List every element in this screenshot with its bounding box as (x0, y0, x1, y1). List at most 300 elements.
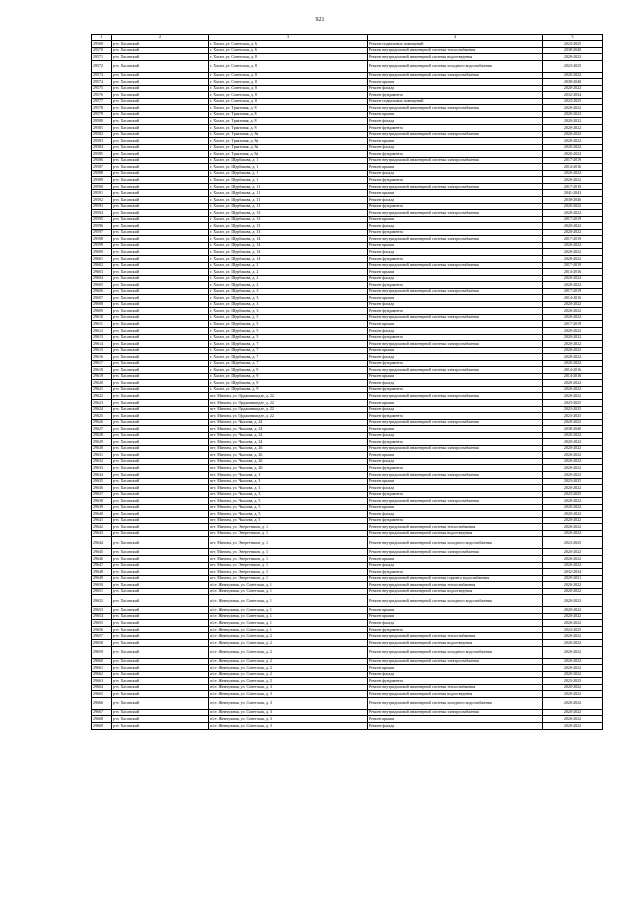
period-cell: 2020-2022 (543, 722, 603, 729)
work-type-cell: Ремонт внутридомовой инженерной системы водоотведения (368, 691, 543, 698)
address-cell: г. Хасан, ул. Трактовая, д. 8 (209, 105, 368, 112)
work-type-cell: Ремонт крыши (368, 138, 543, 145)
row-number: 29653 (92, 607, 112, 614)
district-cell: р-н. Хасанский (112, 203, 209, 210)
address-cell: пгт. Мангам, ул. Чкалова, д. 3 (209, 478, 368, 485)
period-cell: 2020-2022 (543, 282, 603, 289)
row-number: 29591 (92, 190, 112, 197)
row-number: 29612 (92, 327, 112, 334)
work-type-cell: Ремонт крыши (368, 716, 543, 723)
row-number: 29623 (92, 399, 112, 406)
row-number: 29651 (92, 588, 112, 595)
period-cell: 2032-2034 (543, 92, 603, 99)
work-type-cell: Ремонт фасада (368, 562, 543, 569)
period-cell: 2020-2022 (543, 72, 603, 79)
work-type-cell: Ремонт крыши (368, 478, 543, 485)
work-type-cell: Ремонт внутридомовой инженерной системы электроснабжения (368, 393, 543, 400)
row-number: 29667 (92, 709, 112, 716)
address-cell: пгт. Мангам, ул. Чкалова, д. 24 (209, 419, 368, 426)
district-cell: р-н. Хасанский (112, 439, 209, 446)
district-cell: р-н. Хасанский (112, 47, 209, 54)
work-type-cell: Ремонт внутридомовой инженерной системы электроснабжения (368, 367, 543, 374)
period-cell: 2020-2022 (543, 341, 603, 348)
row-number: 29608 (92, 301, 112, 308)
district-cell: р-н. Хасанский (112, 646, 209, 658)
address-cell: пгт. Мангам, ул. Энергетиков, д. 1 (209, 524, 368, 531)
district-cell: р-н. Хасанский (112, 665, 209, 672)
work-type-cell: Ремонт фундамента (368, 334, 543, 341)
row-number: 29582 (92, 131, 112, 138)
address-cell: п/ст. Жемчужная, ул. Советская, д. 2 (209, 665, 368, 672)
address-cell: пгт. Мангам, ул. Чкалова, д. 26 (209, 465, 368, 472)
period-cell: 2014-2016 (543, 269, 603, 276)
address-cell: г. Хасан, ул. Щербакова, д. 3 (209, 308, 368, 315)
address-cell: г. Хасан, ул. Щербакова, д. 11 (209, 203, 368, 210)
district-cell: р-н. Хасанский (112, 282, 209, 289)
district-cell: р-н. Хасанский (112, 478, 209, 485)
work-type-cell: Ремонт крыши (368, 504, 543, 511)
district-cell: р-н. Хасанский (112, 105, 209, 112)
row-number: 29652 (92, 595, 112, 607)
district-cell: р-н. Хасанский (112, 229, 209, 236)
row-number: 29592 (92, 197, 112, 204)
period-cell: 2020-2022 (543, 684, 603, 691)
period-cell: 2020-2022 (543, 646, 603, 658)
work-type-cell: Ремонт крыши (368, 79, 543, 86)
address-cell: пгт. Мангам, ул. Чкалова, д. 26 (209, 452, 368, 459)
period-cell: 2020-2022 (543, 177, 603, 184)
row-number: 29637 (92, 491, 112, 498)
period-cell: 2020-2022 (543, 275, 603, 282)
address-cell: г. Хасан, ул. Щербакова, д. 11 (209, 197, 368, 204)
address-cell: г. Хасан, ул. Щербакова, д. 13 (209, 223, 368, 230)
district-cell: р-н. Хасанский (112, 111, 209, 118)
district-cell: р-н. Хасанский (112, 79, 209, 86)
work-type-cell: Ремонт фасада (368, 144, 543, 151)
address-cell: пгт. Мангам, ул. Чкалова, д. 24 (209, 432, 368, 439)
work-type-cell: Ремонт внутридомовой инженерной системы холодного водоснабжения (368, 537, 543, 549)
address-cell: п/ст. Жемчужная, ул. Советская, д. 1 (209, 582, 368, 589)
work-type-cell: Ремонт внутридомовой инженерной системы водоотведения (368, 588, 543, 595)
period-cell: 2020-2022 (543, 439, 603, 446)
row-number: 29669 (92, 722, 112, 729)
row-number: 29595 (92, 216, 112, 223)
row-number: 29596 (92, 223, 112, 230)
period-cell: 2014-2016 (543, 373, 603, 380)
period-cell: 2020-2022 (543, 633, 603, 640)
period-cell: 2020-2022 (543, 458, 603, 465)
district-cell: р-н. Хасанский (112, 210, 209, 217)
row-number: 29655 (92, 620, 112, 627)
work-type-cell: Ремонт внутридомовой инженерной системы теплоснабжения (368, 47, 543, 54)
period-cell: 2020-2022 (543, 588, 603, 595)
period-cell: 2023-2025 (543, 60, 603, 72)
work-type-cell: Ремонт внутридомовой инженерной системы электроснабжения (368, 709, 543, 716)
address-cell: пгт. Мангам, ул. Чкалова, д. 3 (209, 472, 368, 479)
row-number: 29662 (92, 671, 112, 678)
table-body (92, 41, 603, 730)
period-cell: 2020-2022 (543, 620, 603, 627)
row-number: 29601 (92, 255, 112, 262)
period-cell: 2020-2022 (543, 301, 603, 308)
district-cell: р-н. Хасанский (112, 445, 209, 452)
period-cell: 2038-2040 (543, 197, 603, 204)
period-cell: 2023-2025 (543, 478, 603, 485)
row-number: 29641 (92, 517, 112, 524)
address-cell: г. Хасан, ул. Трактовая, д. 8а (209, 144, 368, 151)
work-type-cell: Ремонт фасада (368, 85, 543, 92)
work-type-cell: Ремонт фундамента (368, 439, 543, 446)
period-cell: 2020-2022 (543, 607, 603, 614)
row-number: 29643 (92, 530, 112, 537)
row-number: 29619 (92, 373, 112, 380)
row-number: 29604 (92, 275, 112, 282)
period-cell: 2041-2043 (543, 190, 603, 197)
row-number: 29594 (92, 210, 112, 217)
district-cell: р-н. Хасанский (112, 556, 209, 563)
period-cell: 2020-2022 (543, 419, 603, 426)
district-cell: р-н. Хасанский (112, 524, 209, 531)
row-number: 29665 (92, 691, 112, 698)
address-cell: г. Хасан, ул. Щербакова, д. 13 (209, 210, 368, 217)
address-cell: пгт. Мангам, ул. Чкалова, д. 24 (209, 439, 368, 446)
address-cell: г. Хасан, ул. Щербакова, д. 1 (209, 170, 368, 177)
address-cell: г. Хасан, ул. Щербакова, д. 7 (209, 354, 368, 361)
district-cell: р-н. Хасанский (112, 658, 209, 665)
district-cell: р-н. Хасанский (112, 347, 209, 354)
row-number: 29636 (92, 485, 112, 492)
period-cell: 2023-2025 (543, 399, 603, 406)
address-cell: г. Хасан, ул. Советская, д. 6 (209, 41, 368, 48)
district-cell: р-н. Хасанский (112, 223, 209, 230)
row-number: 29632 (92, 458, 112, 465)
period-cell: 2020-2022 (543, 249, 603, 256)
district-cell: р-н. Хасанский (112, 452, 209, 459)
work-type-cell: Ремонт внутридомовой инженерной системы электроснабжения (368, 183, 543, 190)
address-cell: г. Хасан, ул. Щербакова, д. 5 (209, 321, 368, 328)
row-number: 29573 (92, 72, 112, 79)
work-type-cell: Ремонт крыши (368, 373, 543, 380)
district-cell: р-н. Хасанский (112, 301, 209, 308)
work-type-cell: Ремонт фундамента (368, 282, 543, 289)
period-cell: 2020-2022 (543, 530, 603, 537)
row-number: 29627 (92, 426, 112, 433)
period-cell: 2020-2022 (543, 671, 603, 678)
period-cell: 2020-2022 (543, 582, 603, 589)
row-number: 29639 (92, 504, 112, 511)
address-cell: г. Хасан, ул. Щербакова, д. 2 (209, 262, 368, 269)
row-number: 29631 (92, 452, 112, 459)
district-cell: р-н. Хасанский (112, 157, 209, 164)
district-cell: р-н. Хасанский (112, 588, 209, 595)
column-header: 2 (112, 35, 209, 41)
row-number: 29663 (92, 678, 112, 685)
period-cell: 2020-2022 (543, 386, 603, 393)
row-number: 29602 (92, 262, 112, 269)
district-cell: р-н. Хасанский (112, 327, 209, 334)
row-number: 29593 (92, 203, 112, 210)
work-type-cell: Ремонт внутридомовой инженерной системы теплоснабжения (368, 582, 543, 589)
work-type-cell: Ремонт крыши (368, 242, 543, 249)
row-number: 29580 (92, 118, 112, 125)
address-cell: пгт. Мангам, ул. Орджоникидзе, д. 22 (209, 406, 368, 413)
row-number: 29633 (92, 465, 112, 472)
address-cell: г. Хасан, ул. Советская, д. 8 (209, 92, 368, 99)
work-type-cell: Ремонт фундамента (368, 203, 543, 210)
work-type-cell: Ремонт фундамента (368, 413, 543, 420)
district-cell: р-н. Хасанский (112, 72, 209, 79)
row-number: 29630 (92, 445, 112, 452)
work-type-cell: Ремонт фасада (368, 118, 543, 125)
work-type-cell: Ремонт фундамента (368, 125, 543, 132)
period-cell: 2023-2025 (543, 537, 603, 549)
row-number: 29640 (92, 511, 112, 518)
district-cell: р-н. Хасанский (112, 125, 209, 132)
work-type-cell: Ремонт фасада (368, 620, 543, 627)
district-cell: р-н. Хасанский (112, 640, 209, 647)
period-cell: 2038-2040 (543, 47, 603, 54)
row-number: 29642 (92, 524, 112, 531)
work-type-cell: Ремонт внутридомовой инженерной системы электроснабжения (368, 314, 543, 321)
row-number: 29660 (92, 658, 112, 665)
district-cell: р-н. Хасанский (112, 295, 209, 302)
address-cell: г. Хасан, ул. Щербакова, д. 9 (209, 367, 368, 374)
district-cell: р-н. Хасанский (112, 334, 209, 341)
period-cell: 2020-2022 (543, 118, 603, 125)
district-cell: р-н. Хасанский (112, 164, 209, 171)
work-type-cell: Ремонт фундамента (368, 151, 543, 158)
address-cell: г. Хасан, ул. Щербакова, д. 11 (209, 190, 368, 197)
district-cell: р-н. Хасанский (112, 530, 209, 537)
district-cell: р-н. Хасанский (112, 144, 209, 151)
district-cell: р-н. Хасанский (112, 671, 209, 678)
address-cell: г. Хасан, ул. Щербакова, д. 7 (209, 360, 368, 367)
work-type-cell: Ремонт крыши (368, 347, 543, 354)
address-cell: г. Хасан, ул. Щербакова, д. 9 (209, 380, 368, 387)
row-number: 29583 (92, 138, 112, 145)
row-number: 29614 (92, 341, 112, 348)
work-type-cell: Ремонт фундамента (368, 465, 543, 472)
period-cell: 2020-2022 (543, 485, 603, 492)
row-number: 29603 (92, 269, 112, 276)
row-number: 29638 (92, 498, 112, 505)
period-cell: 2020-2022 (543, 54, 603, 61)
period-cell: 2023-2025 (543, 678, 603, 685)
district-cell: р-н. Хасанский (112, 393, 209, 400)
address-cell: г. Хасан, ул. Трактовая, д. 8 (209, 125, 368, 132)
district-cell: р-н. Хасанский (112, 626, 209, 633)
address-cell: п/ст. Жемчужная, ул. Советская, д. 3 (209, 684, 368, 691)
period-cell: 2020-2022 (543, 613, 603, 620)
work-type-cell: Ремонт внутридомовой инженерной системы электроснабжения (368, 288, 543, 295)
work-type-cell: Ремонт фасада (368, 722, 543, 729)
address-cell: пгт. Мангам, ул. Энергетиков, д. 1 (209, 575, 368, 582)
address-cell: пгт. Мангам, ул. Чкалова, д. 3 (209, 491, 368, 498)
period-cell: 2020-2022 (543, 658, 603, 665)
work-type-cell: Ремонт крыши (368, 426, 543, 433)
address-cell: г. Хасан, ул. Щербакова, д. 9 (209, 373, 368, 380)
district-cell: р-н. Хасанский (112, 537, 209, 549)
period-cell: 2014-2016 (543, 367, 603, 374)
row-number: 29644 (92, 537, 112, 549)
repair-schedule-table (91, 34, 603, 730)
district-cell: р-н. Хасанский (112, 341, 209, 348)
row-number: 29578 (92, 105, 112, 112)
work-type-cell: Ремонт внутридомовой инженерной системы электроснабжения (368, 210, 543, 217)
table-row (92, 60, 603, 72)
row-number: 29620 (92, 380, 112, 387)
district-cell: р-н. Хасанский (112, 249, 209, 256)
period-cell: 2017-2019 (543, 157, 603, 164)
row-number: 29645 (92, 549, 112, 556)
period-cell: 2020-2022 (543, 517, 603, 524)
row-number: 29613 (92, 334, 112, 341)
column-header: 5 (543, 35, 603, 41)
period-cell: 2020-2022 (543, 709, 603, 716)
row-number: 29625 (92, 413, 112, 420)
address-cell: г. Хасан, ул. Щербакова, д. 2 (209, 269, 368, 276)
work-type-cell: Ремонт фундамента (368, 177, 543, 184)
work-type-cell: Ремонт внутридомовой инженерной системы холодного водоснабжения (368, 697, 543, 709)
row-number: 29597 (92, 229, 112, 236)
period-cell: 2020-2022 (543, 85, 603, 92)
district-cell: р-н. Хасанский (112, 98, 209, 105)
work-type-cell: Ремонт внутридомовой инженерной системы электроснабжения (368, 498, 543, 505)
row-number: 29618 (92, 367, 112, 374)
address-cell: пгт. Мангам, ул. Чкалова, д. 26 (209, 458, 368, 465)
period-cell: 2020-2022 (543, 308, 603, 315)
row-number: 29590 (92, 183, 112, 190)
address-cell: г. Хасан, ул. Щербакова, д. 5 (209, 314, 368, 321)
work-type-cell: Ремонт фасада (368, 671, 543, 678)
address-cell: г. Хасан, ул. Советская, д. 8 (209, 98, 368, 105)
work-type-cell: Ремонт фундамента (368, 386, 543, 393)
address-cell: г. Хасан, ул. Советская, д. 8 (209, 79, 368, 86)
work-type-cell: Ремонт внутридомовой инженерной системы электроснабжения (368, 157, 543, 164)
column-header: 4 (368, 35, 543, 41)
work-type-cell: Ремонт фасада (368, 327, 543, 334)
address-cell: г. Хасан, ул. Трактовая, д. 8 (209, 111, 368, 118)
period-cell: 2017-2019 (543, 288, 603, 295)
row-number: 29581 (92, 125, 112, 132)
row-number: 29589 (92, 177, 112, 184)
district-cell: р-н. Хасанский (112, 582, 209, 589)
district-cell: р-н. Хасанский (112, 684, 209, 691)
work-type-cell: Ремонт крыши (368, 665, 543, 672)
address-cell: п/ст. Жемчужная, ул. Советская, д. 1 (209, 626, 368, 633)
district-cell: р-н. Хасанский (112, 697, 209, 709)
work-type-cell: Ремонт крыши (368, 452, 543, 459)
district-cell: р-н. Хасанский (112, 360, 209, 367)
row-number: 29607 (92, 295, 112, 302)
address-cell: пгт. Мангам, ул. Чкалова, д. 24 (209, 426, 368, 433)
work-type-cell: Ремонт фундамента (368, 308, 543, 315)
address-cell: г. Хасан, ул. Советская, д. 8 (209, 60, 368, 72)
row-number: 29588 (92, 170, 112, 177)
row-number: 29629 (92, 439, 112, 446)
work-type-cell: Ремонт фундамента (368, 626, 543, 633)
period-cell: 2020-2022 (543, 125, 603, 132)
period-cell: 2020-2022 (543, 716, 603, 723)
period-cell: 2020-2022 (543, 255, 603, 262)
work-type-cell: Ремонт фасада (368, 511, 543, 518)
district-cell: р-н. Хасанский (112, 92, 209, 99)
period-cell: 2023-2025 (543, 41, 603, 48)
period-cell: 2020-2022 (543, 210, 603, 217)
work-type-cell: Ремонт подвальных помещений (368, 41, 543, 48)
work-type-cell: Ремонт внутридомовой инженерной системы холодного водоснабжения (368, 60, 543, 72)
district-cell: р-н. Хасанский (112, 118, 209, 125)
period-cell: 2020-2022 (543, 697, 603, 709)
address-cell: п/ст. Жемчужная, ул. Советская, д. 3 (209, 697, 368, 709)
work-type-cell: Ремонт внутридомовой инженерной системы электроснабжения (368, 105, 543, 112)
district-cell: р-н. Хасанский (112, 504, 209, 511)
address-cell: г. Хасан, ул. Щербакова, д. 1 (209, 157, 368, 164)
period-cell: 2023-2025 (543, 406, 603, 413)
district-cell: р-н. Хасанский (112, 85, 209, 92)
district-cell: р-н. Хасанский (112, 458, 209, 465)
row-number: 29609 (92, 308, 112, 315)
row-number: 29628 (92, 432, 112, 439)
district-cell: р-н. Хасанский (112, 308, 209, 315)
period-cell: 2020-2022 (543, 465, 603, 472)
period-cell: 2020-2022 (543, 347, 603, 354)
district-cell: р-н. Хасанский (112, 321, 209, 328)
period-cell: 2020-2022 (543, 504, 603, 511)
address-cell: пгт. Мангам, ул. Орджоникидзе, д. 22 (209, 413, 368, 420)
period-cell: 2023-2025 (543, 626, 603, 633)
row-number: 29575 (92, 85, 112, 92)
column-header: 1 (92, 35, 112, 41)
address-cell: п/ст. Жемчужная, ул. Советская, д. 2 (209, 640, 368, 647)
district-cell: р-н. Хасанский (112, 722, 209, 729)
work-type-cell: Ремонт внутридомовой инженерной системы теплоснабжения (368, 684, 543, 691)
work-type-cell: Ремонт внутридомовой инженерной системы электроснабжения (368, 472, 543, 479)
work-type-cell: Ремонт внутридомовой инженерной системы водоотведения (368, 640, 543, 647)
address-cell: пгт. Мангам, ул. Чкалова, д. 3 (209, 485, 368, 492)
district-cell: р-н. Хасанский (112, 569, 209, 576)
district-cell: р-н. Хасанский (112, 716, 209, 723)
district-cell: р-н. Хасанский (112, 432, 209, 439)
address-cell: пгт. Мангам, ул. Энергетиков, д. 1 (209, 530, 368, 537)
work-type-cell: Ремонт внутридомовой инженерной системы электроснабжения (368, 658, 543, 665)
row-number: 29576 (92, 92, 112, 99)
district-cell: р-н. Хасанский (112, 406, 209, 413)
district-cell: р-н. Хасанский (112, 170, 209, 177)
address-cell: пгт. Мангам, ул. Чкалова, д. 5 (209, 511, 368, 518)
row-number: 29610 (92, 314, 112, 321)
district-cell: р-н. Хасанский (112, 511, 209, 518)
address-cell: г. Хасан, ул. Щербакова, д. 14 (209, 249, 368, 256)
work-type-cell: Ремонт фасада (368, 406, 543, 413)
district-cell: р-н. Хасанский (112, 314, 209, 321)
row-number: 29587 (92, 164, 112, 171)
district-cell: р-н. Хасанский (112, 485, 209, 492)
period-cell: 2020-2022 (543, 640, 603, 647)
row-number: 29647 (92, 562, 112, 569)
work-type-cell: Ремонт внутридомовой инженерной системы электроснабжения (368, 131, 543, 138)
address-cell: пгт. Мангам, ул. Чкалова, д. 5 (209, 504, 368, 511)
address-cell: г. Хасан, ул. Щербакова, д. 14 (209, 236, 368, 243)
period-cell: 2020-2022 (543, 223, 603, 230)
period-cell: 2023-2025 (543, 98, 603, 105)
period-cell: 2020-2022 (543, 665, 603, 672)
period-cell: 2020-2022 (543, 111, 603, 118)
address-cell: г. Хасан, ул. Щербакова, д. 5 (209, 327, 368, 334)
period-cell: 2029-2031 (543, 575, 603, 582)
period-cell: 2014-2016 (543, 164, 603, 171)
row-number: 29611 (92, 321, 112, 328)
